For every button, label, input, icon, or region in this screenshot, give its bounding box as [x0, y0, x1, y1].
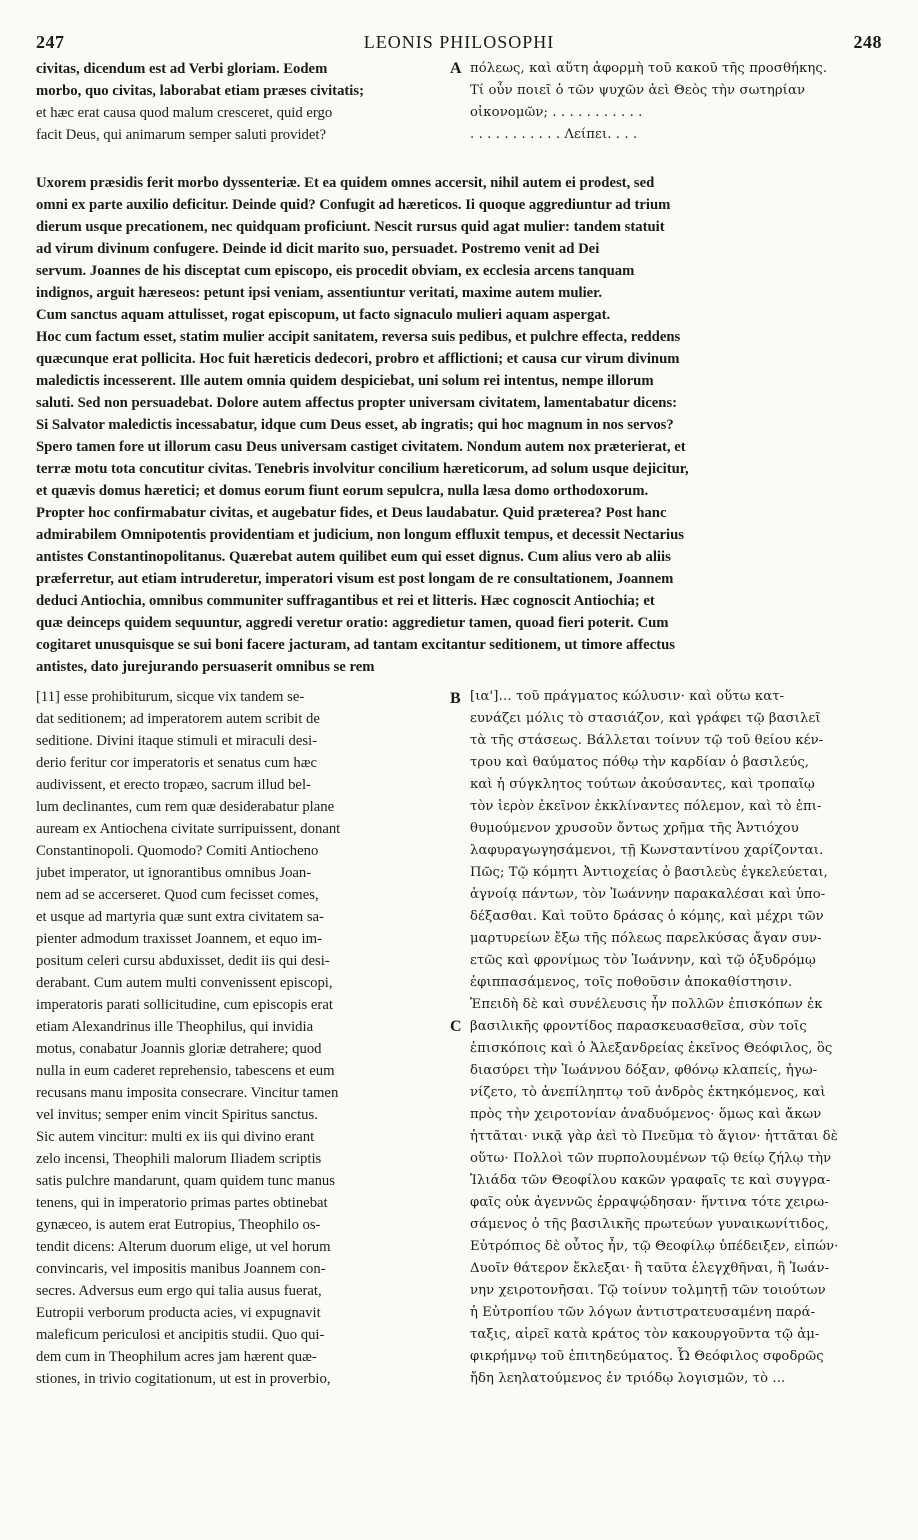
greek-line: τὰ τῆς στάσεως. Βάλλεται τοίνυν τῷ τοῦ θείου κέν- [470, 733, 824, 748]
greek-line: καὶ ἡ σύγκλητος τούτων ἀκούσαντες, καὶ τροπαῖῳ [470, 777, 815, 792]
latin-line: Eutropii verborum producta acies, vi expugnavit [36, 1305, 321, 1321]
latin-line: derabant. Cum autem multi convenissent episcopi, [36, 975, 333, 991]
greek-line: νίζετο, τὸ ἀνεπίληπτῳ τοῦ ἀνδρὸς ἐκτηκόμενος, καὶ [470, 1085, 826, 1100]
latin-line: seditione. Divini itaque stimuli et miraculi desi- [36, 733, 318, 749]
latin-line: [11] esse prohibiturum, sicque vix tandem se- [36, 689, 305, 705]
latin-line: gynæceo, is autem erat Eutropius, Theophilo os- [36, 1217, 321, 1233]
greek-line: πρὸς τὴν χειροτονίαν ἀναδυόμενος· ὅμως καὶ ἄκων [470, 1107, 822, 1122]
greek-line: λαφυραγωγησάμενοι, τῇ Κωνσταντίνου χαρίζονται. [470, 843, 824, 858]
greek-line: Ἰλιάδα τῶν Θεοφίλου κακῶν γραφαῖς τε καὶ συγγρα- [470, 1173, 831, 1188]
paragraph-line: Hoc cum factum esset, statim mulier accipit sanitatem, reversa suis pedibus, et pulchre effecta, reddens [36, 329, 681, 345]
latin-line: vel invitus; semper enim vincit Spiritus sanctus. [36, 1107, 318, 1123]
greek-line: ἐπισκόποις καὶ ὁ Ἀλεξανδρείας ἐκεῖνος Θεόφιλος, ὃς [470, 1041, 833, 1056]
paragraph-line: Cum sanctus aquam attulisset, rogat episcopum, ut facto signaculo mulieri aquam aspergat. [36, 307, 611, 323]
latin-line: dem cum in Theophilum acres jam hærent quæ- [36, 1349, 317, 1365]
greek-line: τὸν ἱερὸν ἐκεῖνον ἐκκλίναντες πόλεμον, καὶ τὸ ἐπι- [470, 799, 822, 814]
latin-line: facit Deus, qui animarum semper saluti providet? [36, 127, 326, 143]
greek-line: ταξις, αἱρεῖ κατὰ κράτος τὸν κακουργοῦντα τῷ ἀμ- [470, 1327, 820, 1342]
margin-marker-a: A [450, 60, 462, 77]
latin-line: stiones, in trivio cogitationum, ut est in proverbio, [36, 1371, 331, 1387]
paragraph-line: servum. Joannes de his disceptat cum episcopo, eis procedit obviam, ex ecclesia arcens tanquam [36, 263, 635, 279]
paragraph-line: antistes Constantinopolitanus. Quærebat autem quilibet eum qui esset dignus. Cum alius vero ab aliis [36, 549, 671, 565]
latin-line: tendit dicens: Alterum duorum elige, ut vel horum [36, 1239, 331, 1255]
page-number-right: 248 [853, 32, 882, 52]
greek-line: πόλεως, καὶ αὕτη ἀφορμὴ τοῦ κακοῦ τῆς προσθήκης. [470, 61, 828, 76]
greek-line: Τί οὖν ποιεῖ ὁ τῶν ψυχῶν ἀεὶ Θεὸς τὴν σωτηρίαν [470, 83, 806, 98]
latin-line: convincaris, vel impositis manibus Joannem con- [36, 1261, 326, 1277]
greek-line: Ἐπειδὴ δὲ καὶ συνέλευσις ἦν πολλῶν ἐπισκόπων ἐκ [470, 997, 823, 1012]
full-width-paragraph [36, 172, 882, 678]
greek-line: ἀγνοίᾳ πάντων, τὸν Ἰωάννην παρακαλέσαι καὶ ὑπο- [470, 887, 826, 902]
greek-line: Δυοῖν θάτερον ἔκλεξαι· ἢ ταῦτα ἐλεγχθῆναι, ἢ Ἰωάν- [470, 1261, 830, 1276]
margin-marker-c: C [450, 1018, 462, 1035]
greek-line: μαρτυρείων ἔξω τῆς πόλεως παρελκύσας ἄγαν συν- [470, 931, 822, 946]
greek-line: δέξασθαι. Καὶ τοῦτο δράσας ὁ κόμης, καὶ μέχρι τῶν [470, 909, 824, 924]
greek-line: ευνάζει μόλις τὸ στασιάζον, καὶ γράφει τῷ βασιλεῖ [470, 711, 821, 726]
latin-column-top [36, 58, 441, 146]
page-number-left: 247 [36, 32, 65, 52]
latin-line: pienter admodum traxisset Joannem, et equo im- [36, 931, 322, 947]
paragraph-line: maledictis incesserent. Ille autem omnia quidem despiciebat, uni solum rei intentus, nempe illorum [36, 373, 654, 389]
greek-line: ἤδη λεηλατούμενος ἐν τριόδῳ λογισμῶν, τὸ ... [470, 1371, 786, 1386]
latin-line: maleficum periculosi et ancipitis studii. Quo qui- [36, 1327, 325, 1343]
latin-column-bottom [36, 686, 441, 1390]
greek-column-bottom [470, 686, 882, 1390]
greek-column-top [470, 58, 882, 146]
latin-line: et usque ad martyria quæ sunt extra civitatem sa- [36, 909, 324, 925]
greek-line: βασιλικῆς φροντίδος παρασκευασθεῖσα, σὺν τοῖς [470, 1019, 807, 1034]
greek-line: διασύρει τὴν Ἰωάννου δόξαν, φθόνῳ κλαπείς, ἠγω- [470, 1063, 818, 1078]
latin-line: motus, conabatur Joannis gloriæ detrahere; quod [36, 1041, 322, 1057]
paragraph-line: omni ex parte auxilio deficitur. Deinde quid? Confugit ad hæreticos. Ii quoque aggrediuntur ad trium [36, 197, 671, 213]
paragraph-line: Spero tamen fore ut illorum casu Deus universam castiget civitatem. Nondum autem nox præterierat, et [36, 439, 686, 455]
latin-line: lum declinantes, cum rem quæ desiderabatur plane [36, 799, 335, 815]
latin-line: nem ad se accerseret. Quod cum fecisset comes, [36, 887, 319, 903]
running-title: LEONIS PHILOSOPHI [363, 32, 555, 52]
latin-line: satis pulchre mandarunt, quam quidem tunc manus [36, 1173, 335, 1189]
bottom-parallel-block [36, 686, 882, 1406]
latin-line: et hæc erat causa quod malum cresceret, quid ergo [36, 105, 333, 121]
latin-line: recusans manu imposita consecrare. Vincitur tamen [36, 1085, 339, 1101]
greek-line: ετῶς καὶ φρονίμως τὸν Ἰωάννην, καὶ τῷ ὀξυδρόμῳ [470, 953, 816, 968]
greek-line: οὕτω· Πολλοὶ τῶν πυρπολουμένων τῷ θείῳ ζήλῳ τὴν [470, 1151, 832, 1166]
latin-line: nulla in eum caderet reprehensio, tabescens et eum [36, 1063, 335, 1079]
paragraph-line: saluti. Sed non persuadebat. Dolore autem affectus propter universam civitatem, lamentabatur dicens: [36, 395, 678, 411]
latin-line: derio feritur cor imperatoris et senatus cum hæc [36, 755, 318, 771]
latin-line: audivissent, et erecto tropæo, sacrum illud bel- [36, 777, 311, 793]
greek-line: νην χειροτονῆσαι. Τῷ τοίνυν τολμητῇ τῶν τοιούτων [470, 1283, 826, 1298]
latin-line: Constantinopoli. Quomodo? Comiti Antiocheno [36, 843, 319, 859]
top-parallel-block [36, 58, 882, 166]
paragraph-line: terræ motu tota concutitur civitas. Tenebris involvitur concilium hæreticorum, ad solum usque dejicitur, [36, 461, 689, 477]
greek-line: ἡττᾶται· νικᾷ γὰρ ἀεὶ τὸ Πνεῦμα τὸ ἅγιον· ἡττᾶται δὲ [470, 1129, 838, 1144]
paragraph-line: quæ deinceps quidem sequuntur, aggredi veretur oratio: aggredietur tamen, quoad fieri poterit. Cum [36, 615, 669, 631]
latin-line: dat seditionem; ad imperatorem autem scribit de [36, 711, 320, 727]
paragraph-line: antistes, dato jurejurando persuaserit omnibus se rem [36, 659, 375, 675]
greek-line: [ια']… τοῦ πράγματος κώλυσιν· καὶ οὕτω κατ- [470, 689, 785, 704]
latin-line: etiam Alexandrinus ille Theophilus, qui invidia [36, 1019, 314, 1035]
greek-line: οἰκονομῶν; . . . . . . . . . . . [470, 105, 643, 120]
paragraph-line: Si Salvator maledictis incessabatur, idque cum Deus esset, ab ingratis; qui hoc magnum in nos servos? [36, 417, 674, 433]
latin-line: imperatoris parati sollicitudine, cum episcopis erat [36, 997, 333, 1013]
paragraph-line: Uxorem præsidis ferit morbo dyssenteriæ. Et ea quidem omnes accersit, nihil autem ei prodest, sed [36, 175, 655, 191]
running-header [36, 28, 882, 58]
latin-line: positum celeri cursu abduxisset, dedit iis qui desi- [36, 953, 330, 969]
greek-line: . . . . . . . . . . . Λείπει. . . . [470, 127, 638, 142]
paragraph-line: admirabilem Omnipotentis providentiam et judicium, non longum effluxit tempus, et decessit Nectarius [36, 527, 684, 543]
greek-line: ἐφιππασάμενος, τοῖς ποθοῦσιν ἀποκαθίστησιν. [470, 975, 793, 990]
latin-line: Sic autem vincitur: multi ex iis qui divino erant [36, 1129, 315, 1145]
greek-line: Εὐτρόπιος δὲ οὗτος ἦν, τῷ Θεοφίλῳ ὑπέδειξεν, εἰπών· [470, 1239, 839, 1254]
margin-marker-b: B [450, 690, 461, 707]
latin-line: secres. Adversus eum ergo qui talia ausus fuerat, [36, 1283, 322, 1299]
paragraph-line: quæcunque erat pollicita. Hoc fuit hæreticis dedecori, probro et afflictioni; et causa cur virum divinum [36, 351, 680, 367]
paragraph-line: et quævis domus hæretici; et domus eorum fiunt eorum sepulcra, nulla læsa domo orthodoxorum. [36, 483, 649, 499]
paragraph-line: cogitaret unusquisque se sui boni facere jacturam, ad tantam excitantur seditionem, ut timore affectus [36, 637, 675, 653]
paragraph-line: deduci Antiochia, omnibus communiter suffragantibus et rei et litteris. Hæc cognoscit Antiochia; et [36, 593, 655, 609]
latin-line: civitas, dicendum est ad Verbi gloriam. Eodem [36, 61, 328, 77]
latin-line: morbo, quo civitas, laborabat etiam præses civitatis; [36, 83, 364, 99]
paragraph-line: indignos, arguit hæreseos: petunt ipsi veniam, assentiuntur veritati, maxime autem mulier. [36, 285, 603, 301]
latin-line: zelo incensi, Theophili malorum Iliadem scriptis [36, 1151, 322, 1167]
latin-line: auream ex Antiochena civitate surripuissent, donant [36, 821, 341, 837]
greek-line: ἡ Εὐτροπίου τῶν λόγων ἀντιστρατευσαμένη παρά- [470, 1305, 816, 1320]
latin-line: jubet imperator, ut ignorantibus omnibus Joan- [36, 865, 312, 881]
greek-line: τρου καὶ θαύματος πόθῳ τὴν καρδίαν ὁ βασιλεύς, [470, 755, 810, 770]
page [36, 28, 882, 1406]
paragraph-line: præferretur, aut etiam intruderetur, imperatori visum est post longam de re consultationem, Joannem [36, 571, 674, 587]
paragraph-line: dierum usque precationem, nec quidquam proficiunt. Nescit rursus quid agat mulier: tandem statuit [36, 219, 665, 235]
paragraph-line: ad virum divinum confugere. Deinde id dicit marito suo, persuadet. Postremo venit ad Dei [36, 241, 600, 257]
greek-line: φικρήμνῳ τοῦ ἐπιτηδεύματος. Ὦ Θεόφιλος σφοδρῶς [470, 1349, 824, 1364]
greek-line: σάμενος ὁ τῆς βασιλικῆς πρωτεύων γυναικωνίτιδος, [470, 1217, 829, 1232]
greek-line: θυμούμενον χρυσοῦν ὄντως χρῆμα τῆς Ἀντιόχου [470, 821, 799, 836]
latin-line: tenens, qui in imperatorio primas partes obtinebat [36, 1195, 328, 1211]
greek-line: φαῖς οὐκ ἀγεννῶς ἐρραψῴδησαν· ἥντινα τότε χειρω- [470, 1195, 829, 1210]
paragraph-line: Propter hoc confirmabatur civitas, et augebatur fides, et Deus laudabatur. Quid præterea? Post hanc [36, 505, 667, 521]
greek-line: Πῶς; Τῷ κόμητι Ἀντιοχείας ὁ βασιλεὺς ἐγκελεύεται, [470, 865, 828, 880]
